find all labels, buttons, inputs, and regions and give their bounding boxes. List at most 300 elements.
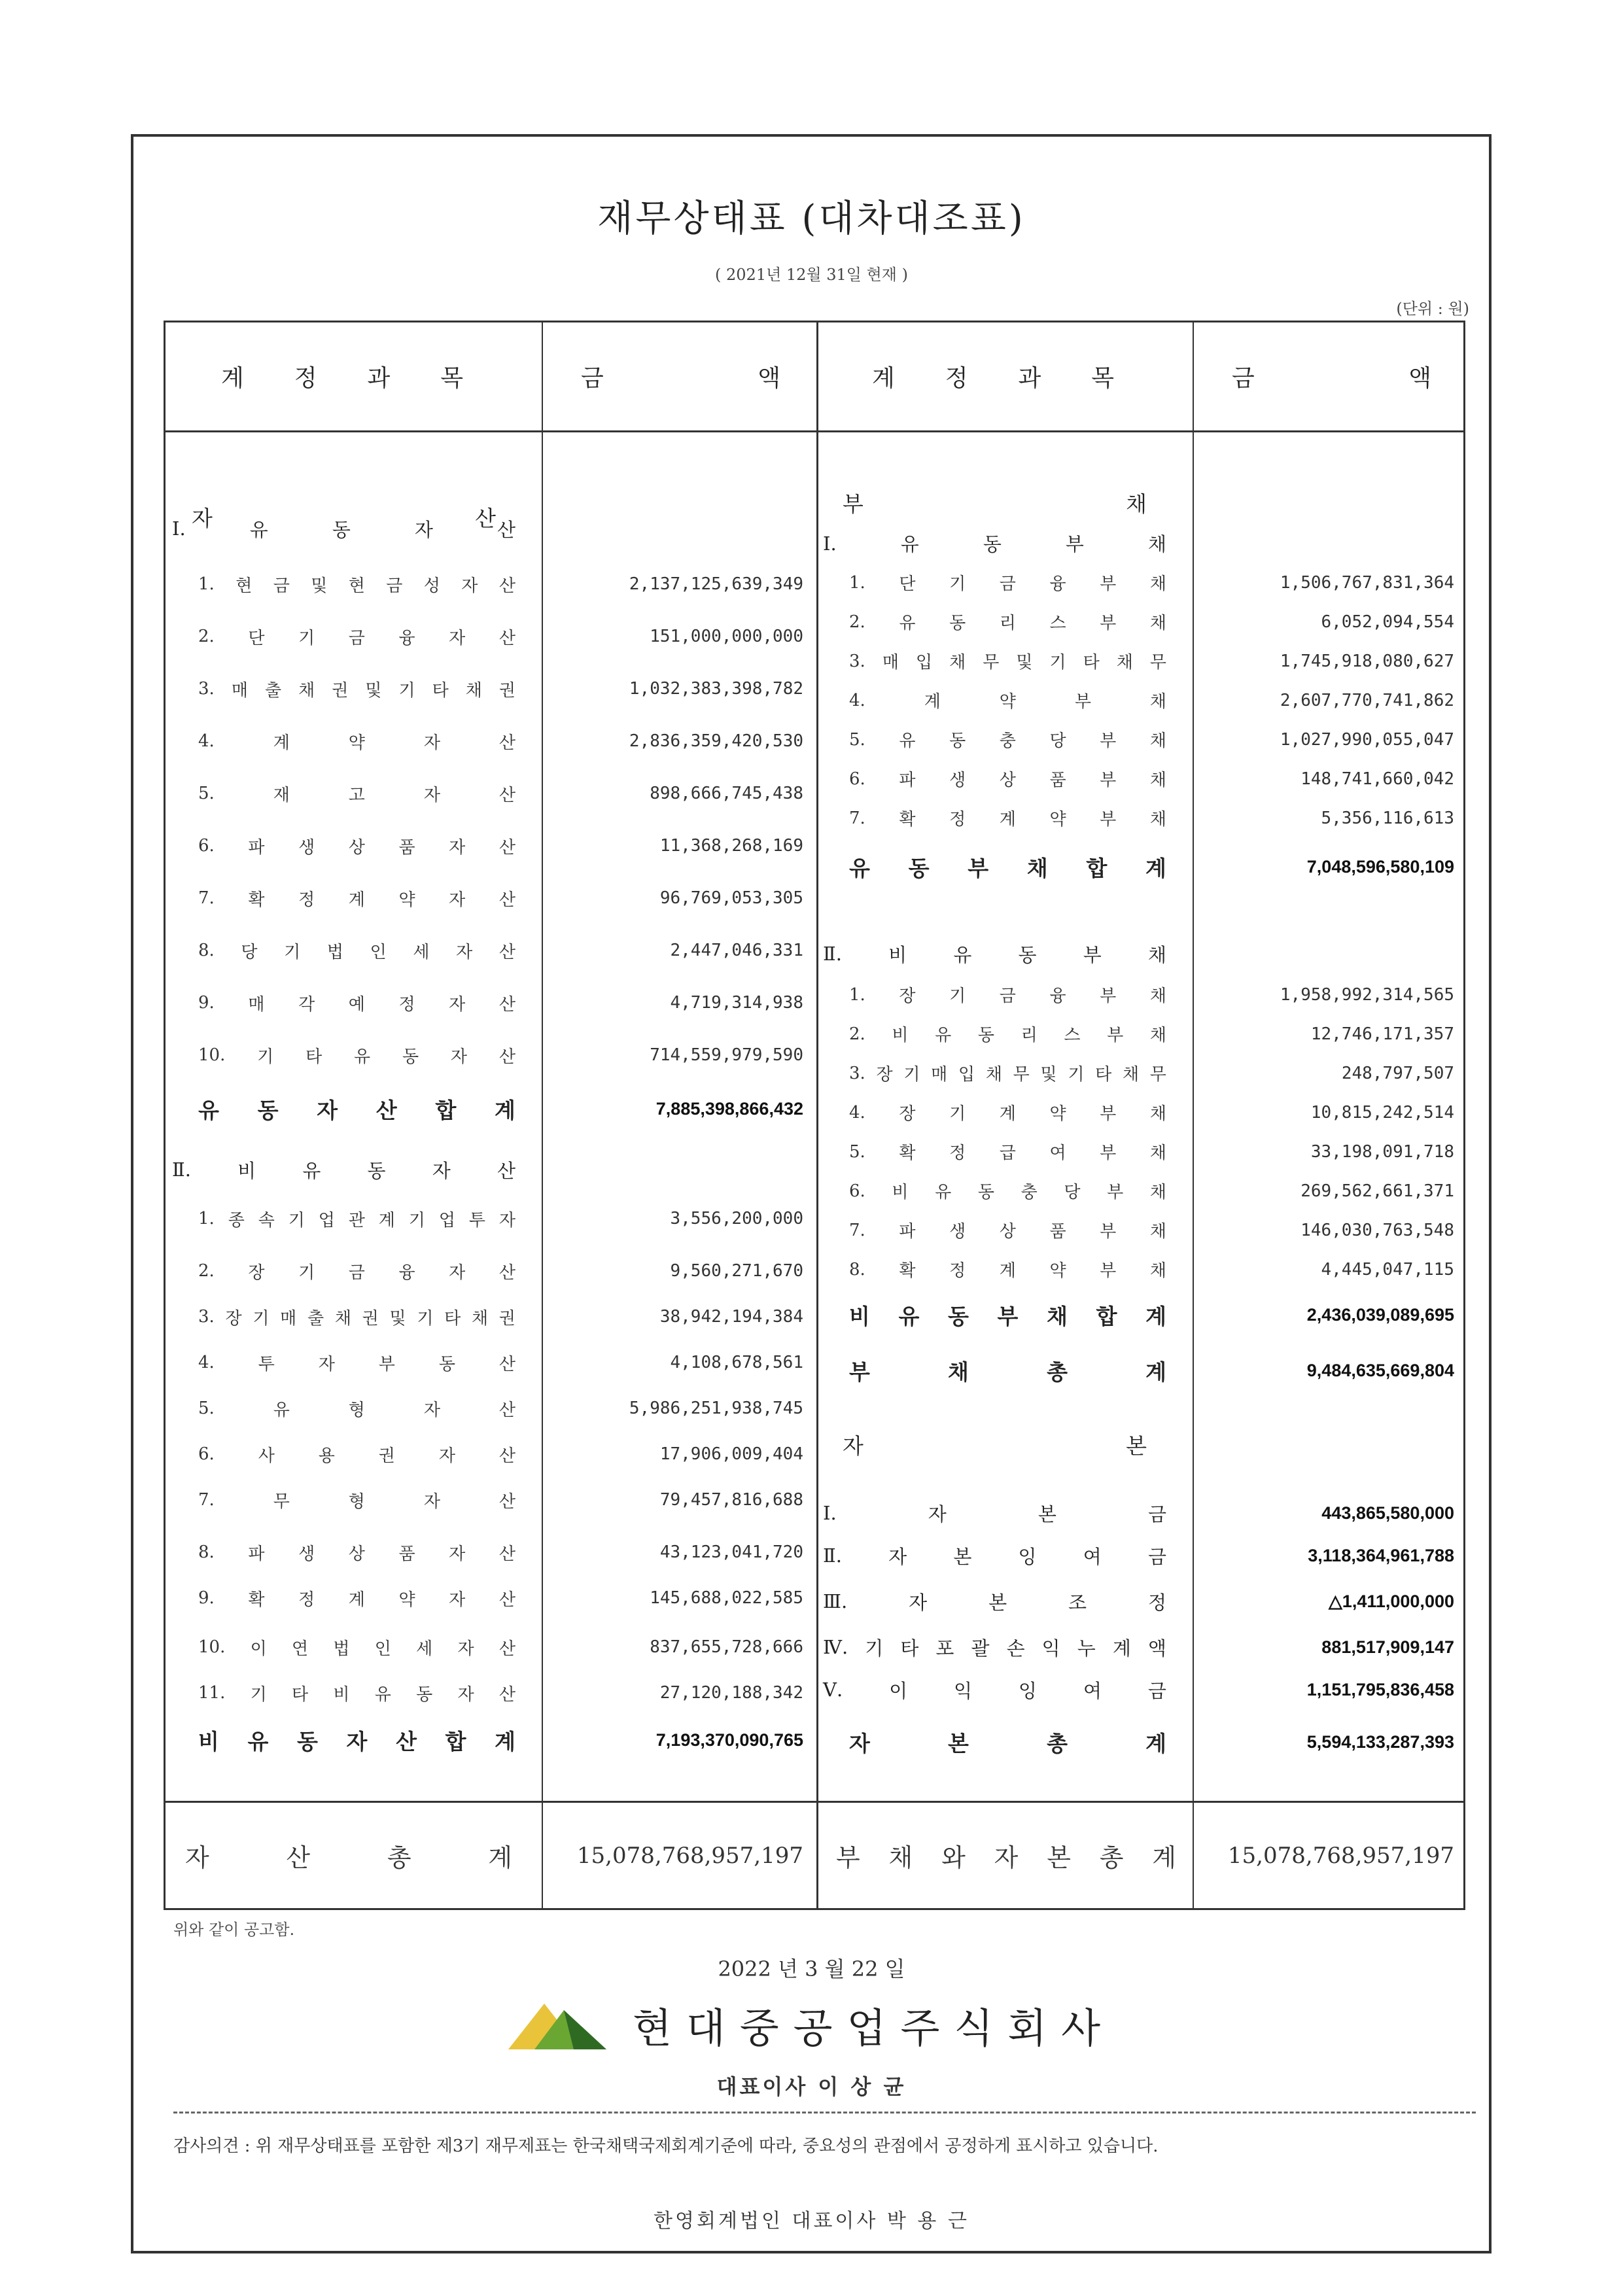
label-char: 계	[1112, 1637, 1131, 1660]
label-char: 매	[280, 1308, 297, 1329]
label-char: 산	[498, 1491, 515, 1512]
right-row-label	[823, 525, 1166, 561]
left-row-amount: 11,368,268,169	[659, 836, 803, 856]
label-char: 채	[1149, 771, 1166, 790]
left-row-amount: 837,655,728,666	[650, 1637, 803, 1657]
right-row-label	[849, 604, 1166, 640]
label-char: 타	[444, 1308, 461, 1329]
label-char: 기	[257, 1047, 274, 1067]
label-char: 산	[498, 733, 515, 753]
label-char: 3.	[198, 679, 215, 699]
label-char: 자	[423, 733, 440, 753]
label-char: 동	[977, 1183, 995, 1202]
label-char: 충	[1021, 1183, 1038, 1202]
label-char: 1.	[198, 574, 215, 594]
label-char: 기	[408, 1210, 425, 1230]
label-char: 융	[1049, 574, 1066, 594]
label-char: 동	[402, 1047, 419, 1067]
label-char: 상	[348, 1544, 365, 1564]
label-char: 생	[949, 1222, 966, 1242]
label-char: 무	[1149, 1065, 1166, 1085]
label-char: 합	[445, 1729, 466, 1754]
left-row-label	[198, 1624, 515, 1670]
label-char: 법	[333, 1639, 350, 1659]
label-char: 자	[457, 1684, 474, 1705]
label-char: 정	[949, 1143, 966, 1163]
label-char: 자	[461, 576, 478, 596]
label-char: 권	[498, 1308, 515, 1329]
label-char: 현	[236, 576, 253, 596]
right-row-amount: 5,594,133,287,393	[1306, 1731, 1454, 1752]
label-char: 계	[488, 1843, 512, 1872]
left-row-label	[198, 718, 515, 764]
label-char: 부	[1100, 574, 1117, 594]
left-row-label	[198, 875, 515, 921]
label-char: 기	[1049, 653, 1066, 672]
label-char: 7.	[849, 1220, 865, 1240]
label-char: 자	[843, 1433, 864, 1459]
label-char: 비	[892, 1183, 909, 1202]
label-char: 인	[370, 942, 387, 962]
company-logo-icon	[508, 1998, 606, 2051]
label-char: 자	[192, 506, 213, 531]
label-char: 총	[387, 1843, 411, 1872]
label-char: 상	[348, 837, 365, 858]
right-row-amount: 248,797,507	[1341, 1063, 1454, 1083]
left-row-label	[172, 1150, 515, 1189]
left-row-amount: 96,769,053,305	[659, 888, 803, 908]
label-char: 세	[416, 1639, 433, 1659]
label-char: 자	[449, 994, 466, 1015]
label-char: 8.	[198, 941, 215, 960]
label-char: 품	[398, 1544, 415, 1564]
label-char: 유	[354, 1047, 371, 1067]
label-char: 당	[1049, 731, 1066, 751]
label-char: 채	[888, 1843, 913, 1872]
label-char: 계	[999, 1104, 1016, 1124]
label-char: 채	[1116, 653, 1133, 672]
company-name: 현대중공업주식회사	[632, 2004, 1115, 2052]
label-char: 동	[949, 614, 966, 633]
label-char: 과	[1018, 365, 1041, 392]
label-char: 정	[945, 365, 968, 392]
label-char: 금	[999, 574, 1016, 594]
label-char: 약	[1049, 1261, 1066, 1281]
right-row-amount: 10,815,242,514	[1310, 1102, 1454, 1122]
left-row-amount: 2,836,359,420,530	[629, 731, 803, 751]
label-char: 유	[247, 1729, 269, 1754]
label-char: 자	[449, 1544, 466, 1564]
label-char: 채	[949, 653, 966, 672]
label-char: Ⅲ.	[823, 1590, 848, 1612]
label-char: 산	[498, 942, 515, 962]
label-char: 부	[1107, 1026, 1124, 1045]
unit-label: (단위 : 원)	[1396, 300, 1469, 318]
label-char: 채	[471, 1308, 489, 1329]
right-row-label	[849, 1251, 1166, 1287]
label-char: 융	[398, 1262, 415, 1283]
label-char: 자	[318, 1354, 335, 1374]
label-char: 무	[1013, 1065, 1030, 1085]
label-char: 유	[273, 1400, 290, 1420]
label-char: 본	[1126, 1433, 1147, 1459]
label-char: 기	[949, 1104, 966, 1124]
label-char: 리	[1021, 1026, 1038, 1045]
label-char: 4.	[198, 731, 215, 751]
label-char: 본	[988, 1591, 1007, 1614]
left-row-label	[198, 666, 515, 712]
label-char: 자	[498, 1210, 515, 1230]
label-char: 합	[435, 1098, 457, 1123]
label-char: 계	[348, 890, 365, 910]
label-char: 계	[1145, 856, 1166, 881]
announcement-date: 2022 년 3 월 22 일	[718, 1957, 905, 1981]
label-char: 금	[1147, 1503, 1166, 1525]
label-char: Ⅰ.	[823, 532, 837, 555]
left-row-label	[198, 980, 515, 1026]
right-row-amount: 269,562,661,371	[1300, 1181, 1454, 1201]
label-char: 자	[346, 1729, 368, 1754]
label-char: 급	[999, 1143, 1016, 1163]
label-char: 본	[953, 1545, 972, 1568]
label-char: 스	[1049, 614, 1066, 633]
label-char: 기	[298, 1262, 315, 1283]
label-char: 산	[498, 576, 515, 596]
left-row-label	[198, 1431, 515, 1477]
label-char: 예	[348, 994, 365, 1015]
label-char: 권	[362, 1308, 379, 1329]
right-row-amount: 1,745,918,080,627	[1280, 651, 1454, 671]
label-char: 2.	[198, 627, 215, 646]
right-row-label	[843, 1421, 1147, 1467]
label-char: 채	[1149, 692, 1166, 712]
label-char: 유	[900, 533, 919, 555]
label-char: 타	[1083, 653, 1100, 672]
label-char: 동	[332, 518, 351, 541]
label-char: 비	[849, 1304, 870, 1329]
label-char: 기	[284, 942, 301, 962]
label-char: 장	[225, 1308, 242, 1329]
label-char: 부	[836, 1843, 860, 1872]
label-char: 채	[1149, 1104, 1166, 1124]
label-char: 동	[1018, 943, 1037, 966]
left-row-amount: 3,556,200,000	[670, 1209, 803, 1228]
label-char: 형	[348, 1400, 365, 1420]
label-char: 이	[250, 1639, 267, 1659]
left-row-amount: 7,193,370,090,765	[655, 1730, 803, 1750]
label-char: 자	[449, 890, 466, 910]
right-row-amount: 1,506,767,831,364	[1280, 572, 1454, 593]
label-char: 본	[948, 1730, 969, 1756]
label-char: 채	[1147, 533, 1166, 555]
right-row-amount: 2,436,039,089,695	[1306, 1305, 1454, 1325]
left-row-amount: 9,560,271,670	[670, 1261, 803, 1281]
left-row-amount: 1,032,383,398,782	[629, 679, 803, 699]
audit-opinion: 감사의견 : 위 재무상태표를 포함한 제3기 재무제표는 한국채택국제회계기준에 따라, 중요성의 관점에서 공정하게 표시하고 있습니다.	[173, 2136, 1159, 2156]
label-char: 무	[983, 653, 1000, 672]
label-char: 금	[581, 365, 604, 392]
label-char: 채	[1149, 1026, 1166, 1045]
label-char: 정	[1147, 1591, 1166, 1614]
label-char: 기	[949, 574, 966, 594]
label-char: 기	[949, 986, 966, 1006]
label-char: 계	[1152, 1843, 1176, 1872]
left-row-label	[198, 1196, 515, 1242]
label-char: 부	[843, 491, 864, 517]
label-char: 품	[1049, 1222, 1066, 1242]
label-char: 계	[872, 365, 895, 392]
label-char: 기	[903, 1065, 920, 1085]
left-row-amount: 7,885,398,866,432	[655, 1099, 803, 1119]
label-char: 부	[849, 1359, 870, 1385]
label-char: 3.	[849, 651, 865, 671]
left-row-amount: 898,666,745,438	[650, 784, 803, 803]
label-char: 산	[498, 1684, 515, 1705]
right-row-label	[823, 1627, 1166, 1667]
label-char: 산	[498, 837, 515, 858]
label-char: 액	[1147, 1637, 1166, 1660]
label-char: 산	[498, 1544, 515, 1564]
right-row-label	[849, 1173, 1166, 1209]
label-char: 비	[237, 1159, 256, 1182]
label-char: 2.	[849, 1024, 865, 1044]
label-char: 산	[396, 1729, 417, 1754]
label-char: 익	[954, 1679, 973, 1702]
label-char: 계	[999, 810, 1016, 829]
left-row-amount: 43,123,041,720	[659, 1542, 803, 1562]
label-char: 자	[414, 518, 433, 541]
notice-text: 위와 같이 공고함.	[173, 1921, 295, 1939]
label-char: 장	[899, 986, 916, 1006]
left-row-amount: 38,942,194,384	[659, 1307, 803, 1327]
label-char: 입	[915, 653, 933, 672]
label-char: 비	[892, 1026, 909, 1045]
label-char: 산	[375, 1098, 397, 1123]
label-char: 총	[1047, 1359, 1068, 1385]
label-char: 합	[1086, 856, 1108, 881]
label-char: 여	[1083, 1545, 1102, 1568]
label-char: 유	[899, 614, 916, 633]
left-row-label	[198, 1294, 515, 1340]
label-char: 타	[900, 1637, 919, 1660]
label-char: 합	[1096, 1304, 1117, 1329]
label-char: 매	[931, 1065, 948, 1085]
label-char: 부	[997, 1304, 1019, 1329]
label-char: 매	[882, 653, 899, 672]
right-row-label	[823, 1493, 1166, 1533]
label-char: 자	[423, 785, 440, 805]
label-char: Ⅳ.	[823, 1636, 848, 1658]
left-row-amount: 2,137,125,639,349	[629, 574, 803, 594]
label-char: 본	[1047, 1843, 1071, 1872]
label-char: 손	[1006, 1637, 1025, 1660]
label-char: 4.	[198, 1353, 215, 1372]
label-char: 동	[908, 856, 930, 881]
label-char: 약	[1049, 810, 1066, 829]
label-char: 산	[498, 994, 515, 1015]
label-char: 재	[273, 785, 290, 805]
label-char: 상	[999, 771, 1016, 790]
label-char: 채	[1126, 491, 1147, 517]
right-row-amount: 6,052,094,554	[1321, 612, 1454, 632]
label-char: 부	[1100, 1104, 1117, 1124]
label-char: 정	[949, 1261, 966, 1281]
right-row-label	[849, 1719, 1166, 1765]
label-char: 본	[1038, 1503, 1056, 1525]
label-char: 채	[1149, 614, 1166, 633]
right-row-label	[849, 682, 1166, 718]
right-row-label	[849, 1346, 1166, 1395]
label-char: 출	[264, 680, 282, 701]
label-char: 채	[1149, 810, 1166, 829]
label-char: 산	[497, 1159, 515, 1182]
statement-date: ( 2021년 12월 31일 현재 )	[715, 266, 908, 284]
label-char: 동	[948, 1304, 969, 1329]
label-char: 동	[297, 1729, 318, 1754]
right-row-amount: 1,151,795,836,458	[1306, 1679, 1454, 1699]
label-char: 목	[440, 365, 463, 392]
label-char: 금	[273, 576, 290, 596]
right-row-amount: 12,746,171,357	[1310, 1024, 1454, 1044]
label-char: 입	[958, 1065, 975, 1085]
label-char: 5.	[849, 729, 865, 750]
label-char: 당	[241, 942, 258, 962]
label-char: 스	[1064, 1026, 1081, 1045]
label-char: 부	[1100, 986, 1117, 1006]
label-char: 부	[1083, 943, 1102, 966]
left-row-amount: 151,000,000,000	[650, 627, 803, 646]
right-row-label	[823, 1582, 1166, 1621]
left-row-label	[198, 1477, 515, 1523]
label-char: 금	[386, 576, 403, 596]
right-row-amount: 148,741,660,042	[1300, 769, 1454, 789]
label-char: 유	[935, 1026, 952, 1045]
label-char: 세	[413, 942, 430, 962]
label-char: 산	[498, 890, 515, 910]
right-row-label	[849, 1212, 1166, 1248]
label-char: 채	[1147, 943, 1166, 966]
grand-total-right-amount: 15,078,768,957,197	[1227, 1842, 1454, 1869]
label-char: 동	[977, 1026, 995, 1045]
label-char: 기	[250, 1684, 267, 1705]
label-char: 상	[999, 1222, 1016, 1242]
label-char: 10.	[198, 1637, 226, 1657]
label-char: 매	[248, 994, 265, 1015]
label-char: 자	[994, 1843, 1019, 1872]
label-char: 정	[294, 365, 317, 392]
label-char: 부	[1100, 1143, 1117, 1163]
label-char: 산	[498, 1047, 515, 1067]
label-char: 기	[253, 1308, 270, 1329]
right-row-amount: 2,607,770,741,862	[1280, 690, 1454, 710]
label-char: 현	[348, 576, 365, 596]
label-char: 총	[1047, 1730, 1068, 1756]
label-char: 장	[876, 1065, 893, 1085]
label-char: 괄	[971, 1637, 990, 1660]
label-char: 동	[416, 1684, 433, 1705]
right-row-amount: 7,048,596,580,109	[1306, 857, 1454, 877]
label-char: 유	[953, 943, 972, 966]
left-row-label	[198, 823, 515, 869]
label-char: 액	[1408, 365, 1431, 392]
right-row-label	[849, 722, 1166, 757]
label-char: 채	[1122, 1065, 1140, 1085]
label-char: 부	[1100, 771, 1117, 790]
label-char: 유	[374, 1684, 391, 1705]
label-char: 9.	[198, 1588, 215, 1608]
right-row-label	[849, 565, 1166, 600]
label-char: 채	[1149, 574, 1166, 594]
right-row-label	[849, 761, 1166, 797]
label-char: 채	[985, 1065, 1002, 1085]
right-row-label	[849, 1134, 1166, 1170]
company-block	[0, 1995, 1623, 2054]
label-char: 투	[258, 1354, 275, 1374]
label-char: 6.	[849, 769, 865, 789]
label-char: 유	[899, 731, 916, 751]
left-row-label	[172, 509, 515, 548]
label-char: 파	[248, 837, 265, 858]
right-row-label	[849, 643, 1166, 679]
label-char: 2.	[198, 1261, 215, 1281]
label-char: 동	[949, 731, 966, 751]
label-char: 산	[498, 1262, 515, 1283]
header-amount-left	[542, 322, 816, 430]
label-char: 8.	[849, 1259, 865, 1279]
right-row-label	[823, 1536, 1166, 1575]
label-char: 유	[849, 856, 870, 881]
center-divider	[816, 322, 818, 1908]
label-char: 산	[497, 518, 515, 541]
label-char: 10.	[198, 1045, 226, 1065]
label-char: 비	[198, 1729, 219, 1754]
label-char: 자	[456, 942, 473, 962]
label-char: 자	[849, 1730, 870, 1756]
right-row-amount: 443,865,580,000	[1321, 1503, 1454, 1523]
header-amount-right	[1193, 322, 1467, 430]
label-char: 속	[258, 1210, 275, 1230]
label-char: 자	[457, 1639, 474, 1659]
right-row-label	[823, 1670, 1166, 1709]
label-char: 파	[248, 1544, 265, 1564]
label-char: 부	[1100, 810, 1117, 829]
label-char: 자	[449, 628, 466, 648]
label-char: 계	[495, 1098, 515, 1123]
label-char: 채	[1149, 1183, 1166, 1202]
right-row-amount: △1,411,000,000	[1329, 1591, 1454, 1611]
left-row-label	[198, 1248, 515, 1294]
label-char: 자	[909, 1591, 928, 1614]
left-row-amount: 27,120,188,342	[659, 1683, 803, 1703]
label-char: 익	[1041, 1637, 1060, 1660]
label-char: 부	[1074, 692, 1091, 712]
label-char: 액	[758, 365, 780, 392]
label-char: 장	[248, 1262, 265, 1283]
label-char: 채	[1026, 856, 1048, 881]
label-char: 타	[291, 1684, 309, 1705]
label-char: 5.	[198, 1399, 215, 1418]
label-char: 8.	[198, 1542, 215, 1562]
label-char: 사	[258, 1446, 275, 1466]
label-char: 금	[1147, 1545, 1166, 1568]
left-row-label	[198, 771, 515, 816]
label-char: 품	[1049, 771, 1066, 790]
label-char: 잉	[1019, 1679, 1038, 1702]
label-char: 산	[475, 506, 496, 531]
left-row-amount: 79,457,816,688	[659, 1490, 803, 1510]
label-char: 여	[1049, 1143, 1066, 1163]
label-char: 계	[495, 1729, 515, 1754]
